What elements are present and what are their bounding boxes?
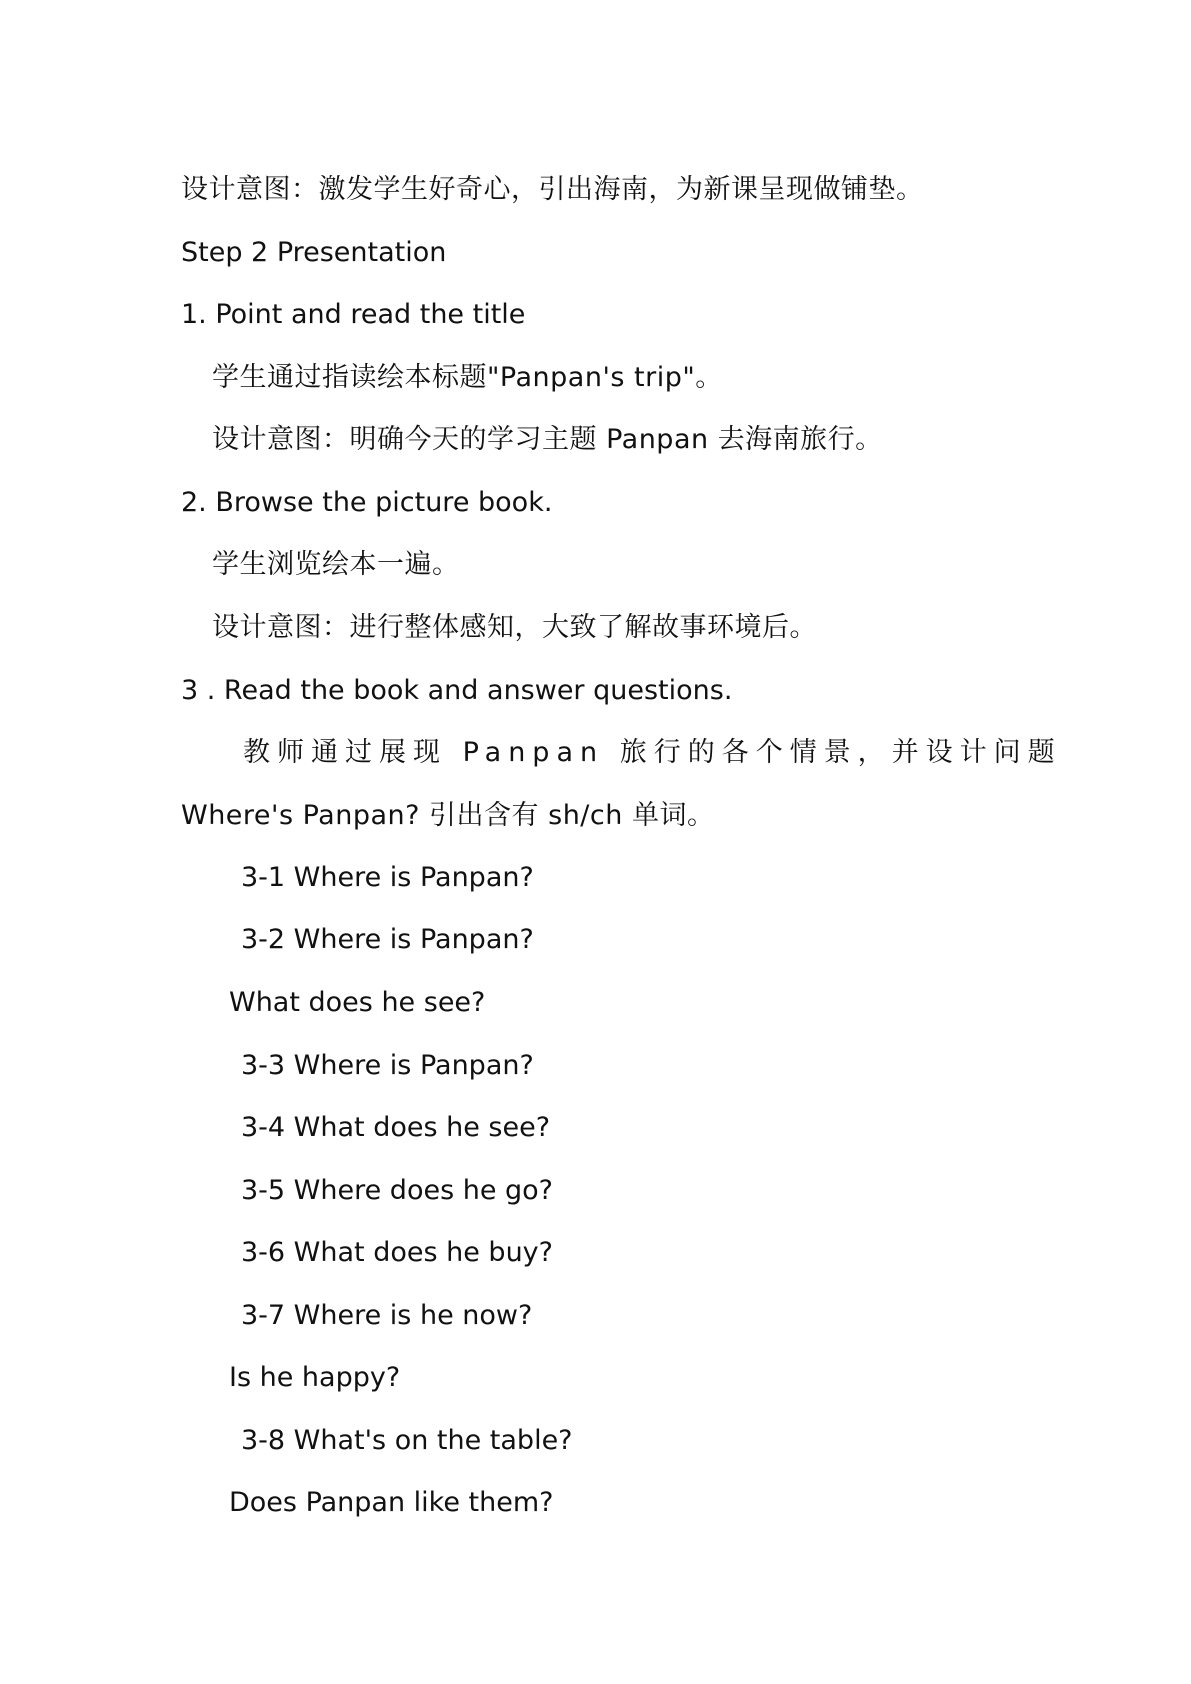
question-3-7: 3-7 Where is he now? <box>241 1300 533 1331</box>
question-3-8-followup: Does Panpan like them? <box>229 1487 554 1518</box>
step-2-heading: Step 2 Presentation <box>181 237 447 268</box>
question-3-6: 3-6 What does he buy? <box>241 1237 553 1268</box>
section-1-design-intent: 设计意图：明确今天的学习主题 Panpan 去海南旅行。 <box>212 424 883 455</box>
question-3-3: 3-3 Where is Panpan? <box>241 1050 534 1081</box>
section-3-description: 教师通过展现 Panpan 旅行的各个情景，并设计问题 <box>243 737 1062 768</box>
question-3-1: 3-1 Where is Panpan? <box>241 862 534 893</box>
section-1-activity: 学生通过指读绘本标题"Panpan's trip"。 <box>212 362 723 393</box>
section-2-design-intent: 设计意图：进行整体感知，大致了解故事环境后。 <box>212 612 817 643</box>
section-3-description-continued: Where's Panpan? 引出含有 sh/ch 单词。 <box>181 800 715 831</box>
question-3-2: 3-2 Where is Panpan? <box>241 924 534 955</box>
question-3-7-followup: Is he happy? <box>229 1362 401 1393</box>
question-3-5: 3-5 Where does he go? <box>241 1175 554 1206</box>
question-3-8: 3-8 What's on the table? <box>241 1425 573 1456</box>
question-3-4: 3-4 What does he see? <box>241 1112 551 1143</box>
section-3-heading: 3 . Read the book and answer questions. <box>181 675 733 706</box>
section-1-heading: 1. Point and read the title <box>181 299 526 330</box>
section-2-activity: 学生浏览绘本一遍。 <box>212 549 460 580</box>
design-intent-line-1: 设计意图：激发学生好奇心，引出海南，为新课呈现做铺垫。 <box>181 174 924 205</box>
question-3-2-followup: What does he see? <box>229 987 486 1018</box>
section-2-heading: 2. Browse the picture book. <box>181 487 553 518</box>
